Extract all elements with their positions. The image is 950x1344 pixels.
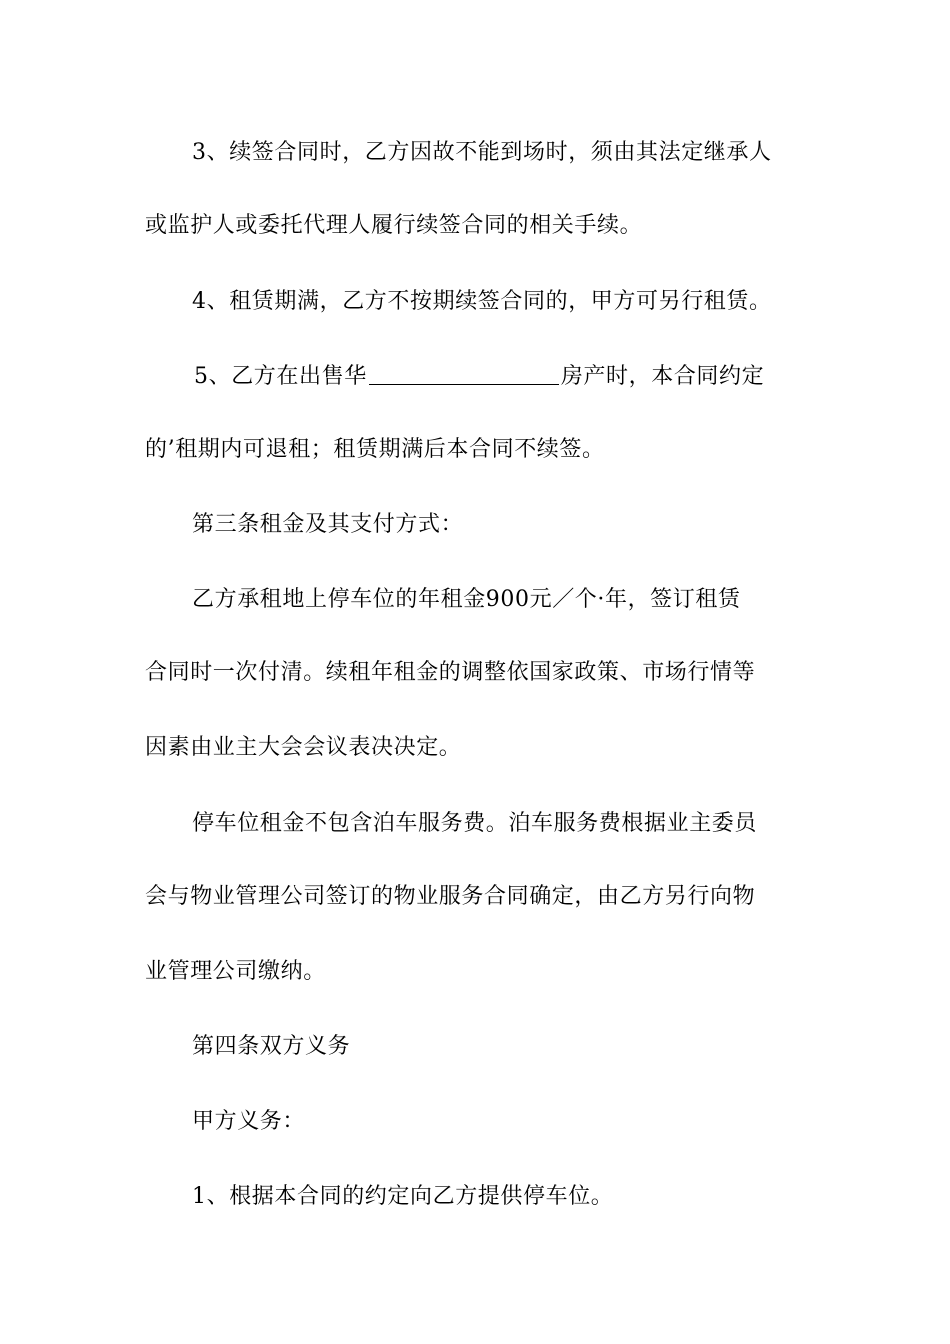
clause-3-renewal-line-2: 或监护人或委托代理人履行续签合同的相关手续。 — [145, 213, 643, 238]
fill-in-blank-line — [369, 362, 559, 385]
article-4-heading: 第四条双方义务 — [192, 1034, 351, 1059]
parking-fee-paragraph-line-3: 业管理公司缴纳。 — [145, 959, 326, 984]
clause-4-expiry: 4、租赁期满，乙方不按期续签合同的，甲方可另行租赁。 — [192, 289, 772, 314]
rent-paragraph-line-1: 乙方承租地上停车位的年租金900元／个·年，签订租赁 — [192, 587, 741, 612]
party-a-obligations-heading: 甲方义务： — [192, 1109, 306, 1134]
article-3-heading: 第三条租金及其支付方式： — [192, 512, 464, 537]
clause-5-sale-line-1 — [194, 357, 815, 397]
parking-fee-paragraph-line-1: 停车位租金不包含泊车服务费。泊车服务费根据业主委员 — [192, 811, 758, 836]
clause-3-renewal-line-1: 3、续签合同时，乙方因故不能到场时，须由其法定继承人 — [192, 140, 772, 165]
clause-5-text-before-blank: 5、乙方在出售华 — [194, 364, 367, 389]
rent-paragraph-line-2: 合同时一次付清。续租年租金的调整依国家政策、市场行情等 — [145, 660, 756, 685]
clause-5-text-after-blank: 房产时，本合同约定 — [560, 364, 765, 389]
clause-5-sale-line-2: 的’租期内可退租；租赁期满后本合同不续签。 — [145, 437, 605, 462]
parking-fee-paragraph-line-2: 会与物业管理公司签订的物业服务合同确定，由乙方另行向物 — [145, 884, 756, 909]
rent-paragraph-line-3: 因素由业主大会会议表决决定。 — [145, 735, 462, 760]
party-a-obligation-1: 1、根据本合同的约定向乙方提供停车位。 — [192, 1184, 614, 1209]
